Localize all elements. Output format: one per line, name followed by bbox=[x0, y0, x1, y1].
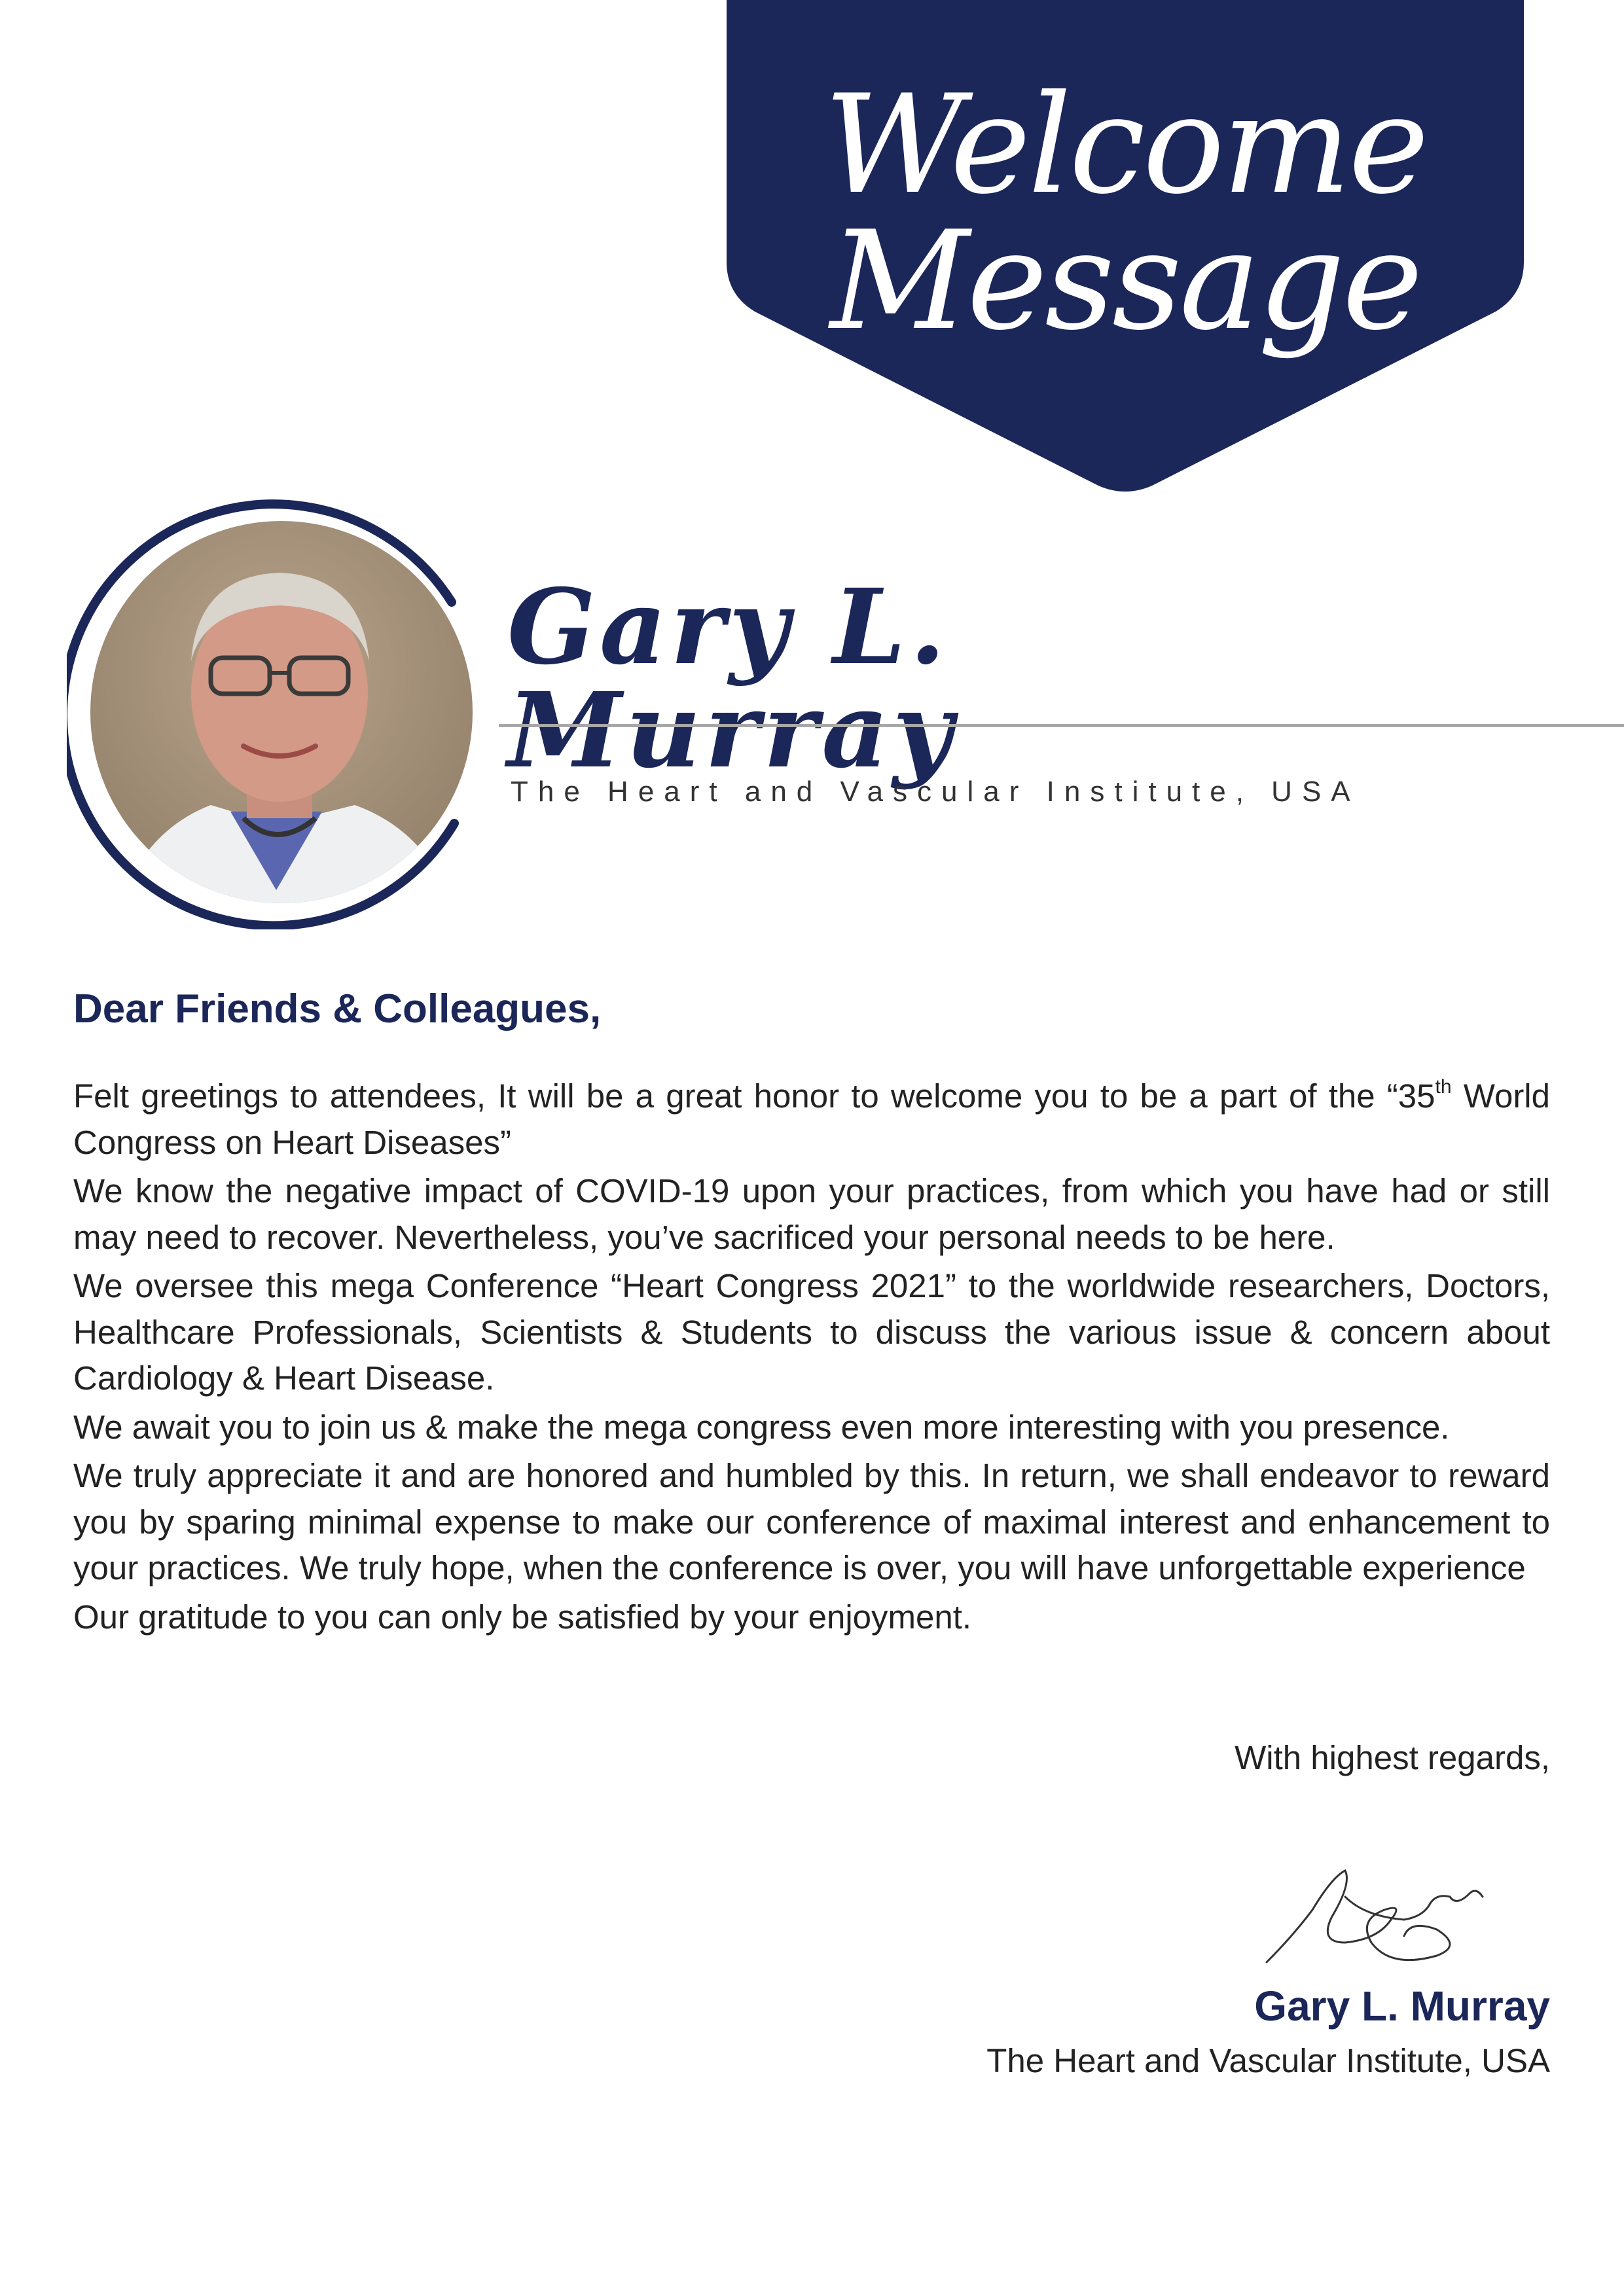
speaker-name: Gary L. Murray bbox=[507, 567, 957, 791]
paragraph-5: We truly appreciate it and are honored and humbled by this. In return, we shall endeavor to reward you by sparing minimal expense to make our conference of maximal interest and enhancement to your practices. We truly hope, when the conference is over, you will have unforgettable experience bbox=[73, 1457, 1550, 1587]
paragraph-3: We oversee this mega Conference “Heart Congress 2021” to the worldwide researchers, Doctors, Healthcare Professionals, Scientists & Students to discuss the various issue & concern about Cardiology & Heart Disease. bbox=[73, 1267, 1550, 1397]
salutation: Dear Friends & Colleagues, bbox=[73, 986, 602, 1031]
speaker-portrait-icon bbox=[67, 497, 486, 929]
speaker-affiliation: The Heart and Vascular Institute, USA bbox=[511, 776, 1360, 808]
speaker-photo bbox=[67, 497, 486, 929]
closing-affiliation: The Heart and Vascular Institute, USA bbox=[986, 2042, 1550, 2079]
paragraph-6: Our gratitude to you can only be satisfied by your enjoyment. bbox=[73, 1598, 972, 1636]
welcome-banner bbox=[727, 0, 1524, 492]
banner-title: Welcome Message bbox=[823, 66, 1427, 361]
paragraph-2: We know the negative impact of COVID-19 upon your practices, from which you have had or still may need to recover. Nevertheless, you’ve sacrificed your personal needs to be here. bbox=[73, 1172, 1550, 1256]
name-divider bbox=[499, 724, 1624, 727]
handwritten-signature-icon bbox=[1254, 1857, 1502, 1975]
letter-body bbox=[73, 1073, 1550, 1643]
paragraph-1-text: Felt greetings to attendees, It will be a great honor to welcome you to be a part of the “35 bbox=[73, 1077, 1435, 1115]
paragraph-1-text-end: World Congress on Heart Diseases” bbox=[73, 1077, 1550, 1161]
regards: With highest regards, bbox=[1235, 1739, 1550, 1776]
closing-name: Gary L. Murray bbox=[1254, 1982, 1550, 2030]
ordinal-suffix: th bbox=[1435, 1076, 1452, 1098]
paragraph-1 bbox=[73, 1073, 1550, 1166]
paragraph-4: We await you to join us & make the mega congress even more interesting with you presence. bbox=[73, 1408, 1450, 1446]
